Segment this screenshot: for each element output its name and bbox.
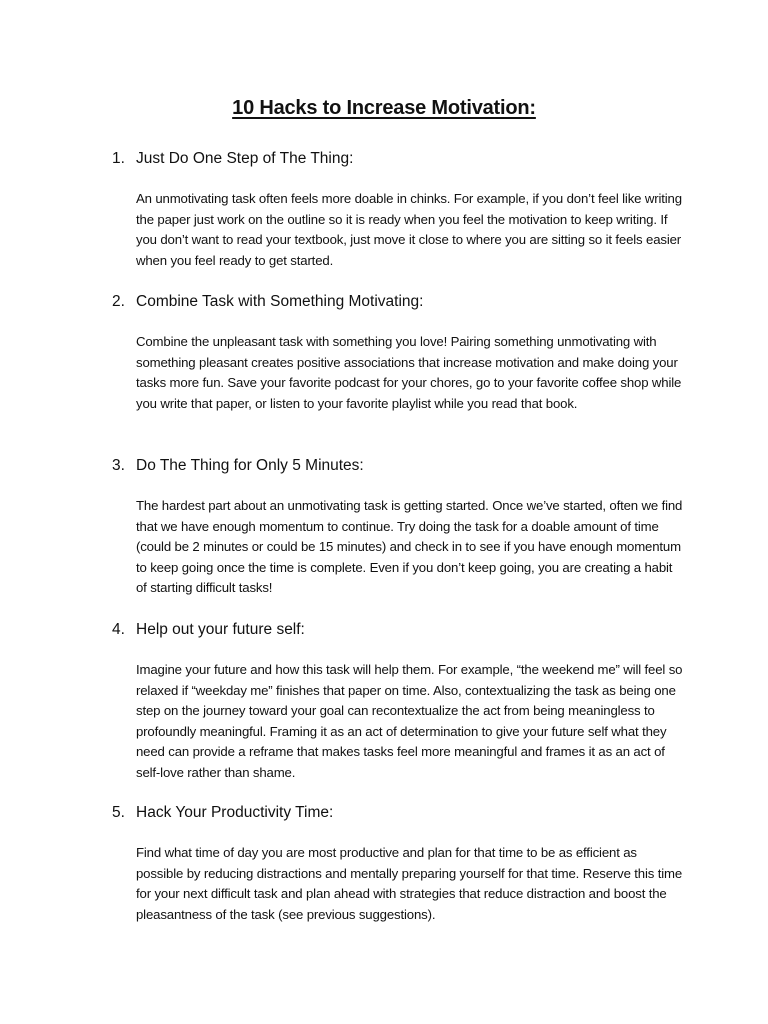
- item-number: 2.: [112, 293, 125, 310]
- item-body: Imagine your future and how this task will help them. For example, “the weekend me” will feel so relaxed if “weekday me” finishes that paper on time. Also, contextualizing the task as being one step on the journey toward your goal can recontextualize the act from being meaningless to profoundly meaningful. Framing it as an act of determination to give your future self what they need can provide a reframe that makes tasks feel more meaningful and frames it as an act of self-love rather than shame.: [136, 662, 683, 780]
- item-body: The hardest part about an unmotivating task is getting started. Once we’ve started, often we find that we have enough momentum to continue. Try doing the task for a doable amount of time (could be 2 minutes or could be 15 minutes) and check in to see if you have enough momentum to keep going once the time is complete. Even if you don’t keep going, you are creating a habit of starting difficult tasks!: [136, 498, 683, 595]
- item-number: 3.: [112, 457, 125, 474]
- item-heading: [112, 290, 423, 314]
- item-number: 1.: [112, 150, 125, 167]
- item-number: 5.: [112, 804, 125, 821]
- item-heading-text: Just Do One Step of The Thing:: [136, 150, 354, 167]
- item-number: 4.: [112, 621, 125, 638]
- item-heading-text: Do The Thing for Only 5 Minutes:: [136, 457, 364, 474]
- item-heading: [112, 454, 364, 478]
- item-body: Combine the unpleasant task with something you love! Pairing something unmotivating with something pleasant creates positive associations that increase motivation and make doing your tasks more fun. Save your favorite podcast for your chores, go to your favorite coffee shop while you write that paper, or listen to your favorite playlist while you read that book.: [136, 334, 682, 411]
- item-heading-text: Combine Task with Something Motivating:: [136, 293, 424, 310]
- item-heading: [112, 147, 353, 171]
- item-heading: [112, 801, 333, 825]
- item-body: An unmotivating task often feels more doable in chinks. For example, if you don’t feel like writing the paper just work on the outline so it is ready when you feel the motivation to keep writing. If you don’t want to read your textbook, just move it close to where you are sitting so it feels easier when you feel ready to get started.: [136, 191, 682, 268]
- item-heading-text: Help out your future self:: [136, 621, 305, 638]
- item-body: Find what time of day you are most productive and plan for that time to be as efficient as possible by reducing distractions and mentally preparing yourself for that time. Reserve this time for your next difficult task and plan ahead with strategies that reduce distraction and boost the pleasantness of the task (see previous suggestions).: [136, 845, 683, 922]
- item-heading-text: Hack Your Productivity Time:: [136, 804, 334, 821]
- item-heading: [112, 618, 305, 642]
- page-title: 10 Hacks to Increase Motivation:: [232, 97, 536, 119]
